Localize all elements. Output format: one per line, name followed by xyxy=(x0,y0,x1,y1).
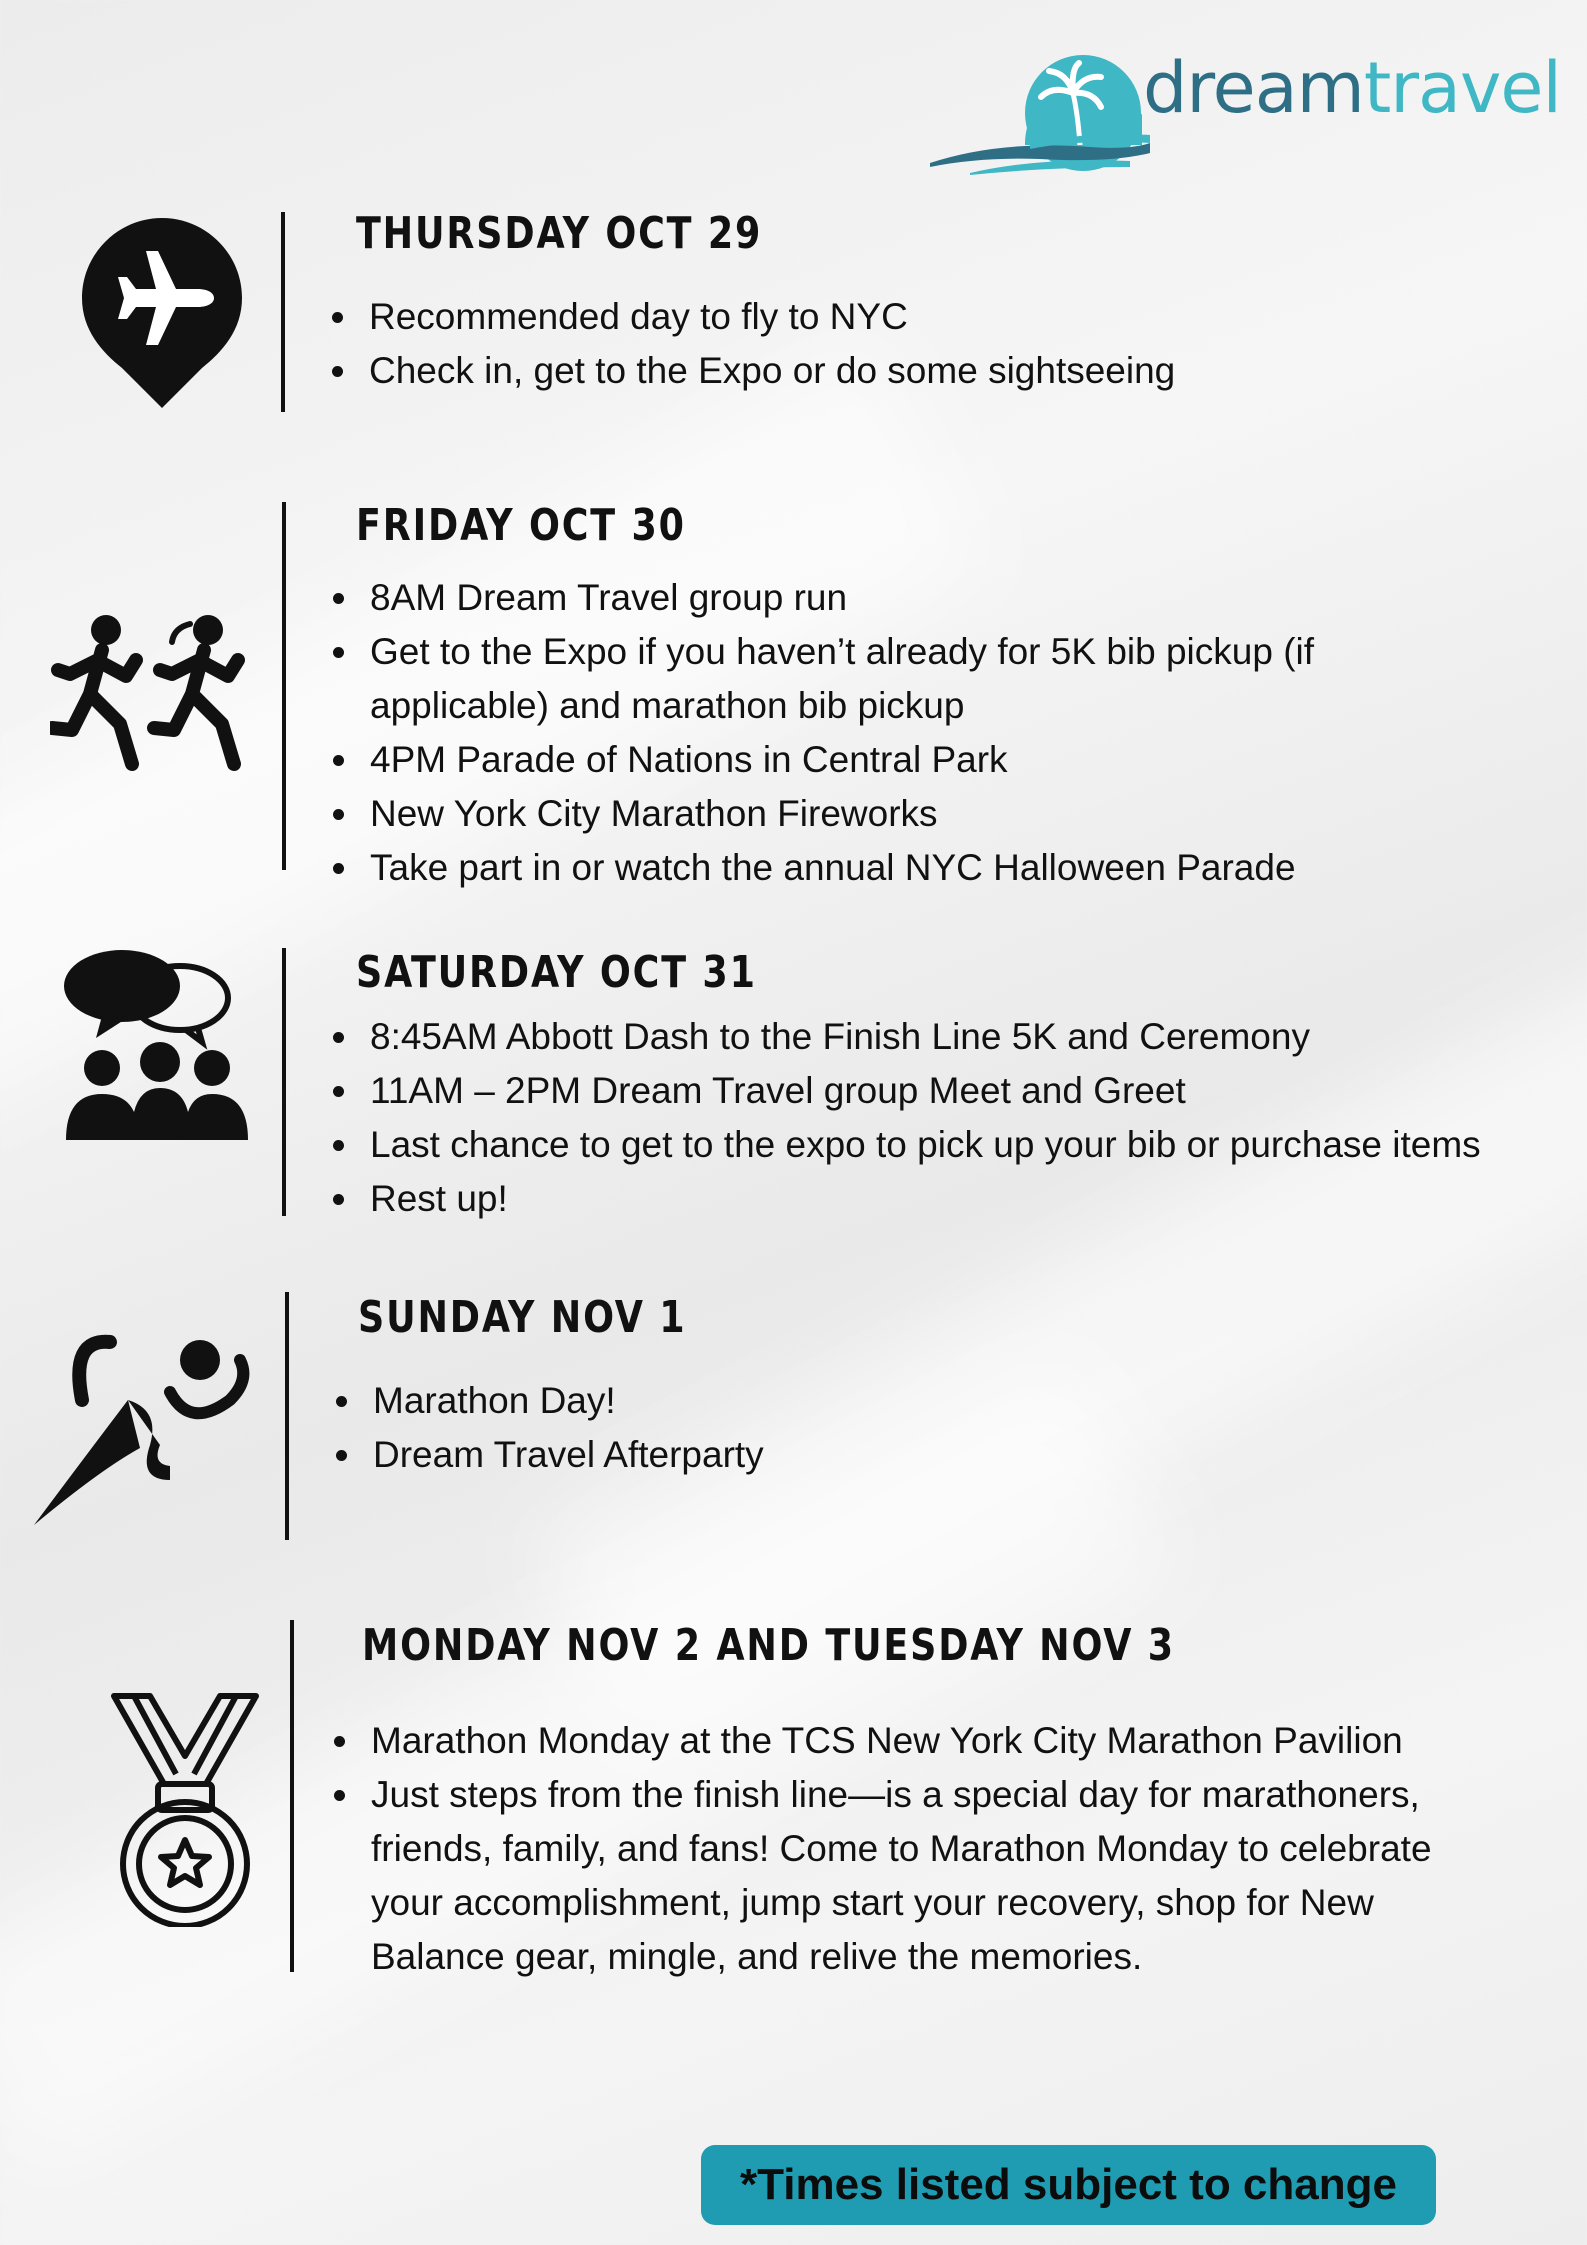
day-item-list xyxy=(330,1010,1570,1226)
day-item-list xyxy=(330,571,1430,895)
list-item: Marathon Day! xyxy=(333,1374,764,1428)
day-heading: SUNDAY NOV 1 xyxy=(358,1292,687,1343)
sprinter-icon xyxy=(30,1330,255,1525)
list-item: Marathon Monday at the TCS New York City Marathon Pavilion xyxy=(331,1714,1511,1768)
airplane-pin-icon xyxy=(82,218,242,408)
list-item: Dream Travel Afterparty xyxy=(333,1428,764,1482)
day-item-list xyxy=(333,1374,764,1482)
logo-word-travel: travel xyxy=(1363,47,1561,129)
section-divider xyxy=(282,502,286,870)
list-item: 11AM – 2PM Dream Travel group Meet and Greet xyxy=(330,1064,1570,1118)
list-item: New York City Marathon Fireworks xyxy=(330,787,1430,841)
list-item: 8:45AM Abbott Dash to the Finish Line 5K and Ceremony xyxy=(330,1010,1570,1064)
day-heading: FRIDAY OCT 30 xyxy=(356,500,686,551)
list-item: Check in, get to the Expo or do some sightseeing xyxy=(329,344,1175,398)
list-item: 4PM Parade of Nations in Central Park xyxy=(330,733,1430,787)
times-disclaimer-badge: *Times listed subject to change xyxy=(701,2145,1436,2225)
logo-wordmark xyxy=(1143,47,1561,129)
list-item: Take part in or watch the annual NYC Halloween Parade xyxy=(330,841,1430,895)
section-divider xyxy=(285,1292,289,1540)
dreamtravel-logo xyxy=(930,35,1560,175)
medal-icon xyxy=(110,1692,260,1927)
runners-icon xyxy=(50,612,255,777)
section-divider xyxy=(290,1620,294,1972)
day-heading: MONDAY NOV 2 AND TUESDAY NOV 3 xyxy=(362,1620,1175,1671)
island-logo-icon xyxy=(930,35,1150,175)
day-heading: SATURDAY OCT 31 xyxy=(356,947,757,998)
list-item: Last chance to get to the expo to pick up your bib or purchase items xyxy=(330,1118,1570,1172)
group-chat-icon xyxy=(62,948,252,1143)
section-divider xyxy=(281,212,285,412)
day-item-list xyxy=(331,1714,1511,1984)
list-item: Rest up! xyxy=(330,1172,1570,1226)
day-heading: THURSDAY OCT 29 xyxy=(356,208,763,259)
section-divider xyxy=(282,948,286,1216)
logo-word-dream: dream xyxy=(1143,47,1364,129)
list-item: Just steps from the finish line—is a special day for marathoners, friends, family, and fans! Come to Marathon Monday to celebrate your accomplishment, jump start your recovery, shop for New Balance gear, mingle, and relive the memories. xyxy=(331,1768,1511,1984)
list-item: 8AM Dream Travel group run xyxy=(330,571,1430,625)
list-item: Recommended day to fly to NYC xyxy=(329,290,1175,344)
list-item: Get to the Expo if you haven’t already for 5K bib pickup (if applicable) and marathon bib pickup xyxy=(330,625,1430,733)
day-item-list xyxy=(329,290,1175,398)
